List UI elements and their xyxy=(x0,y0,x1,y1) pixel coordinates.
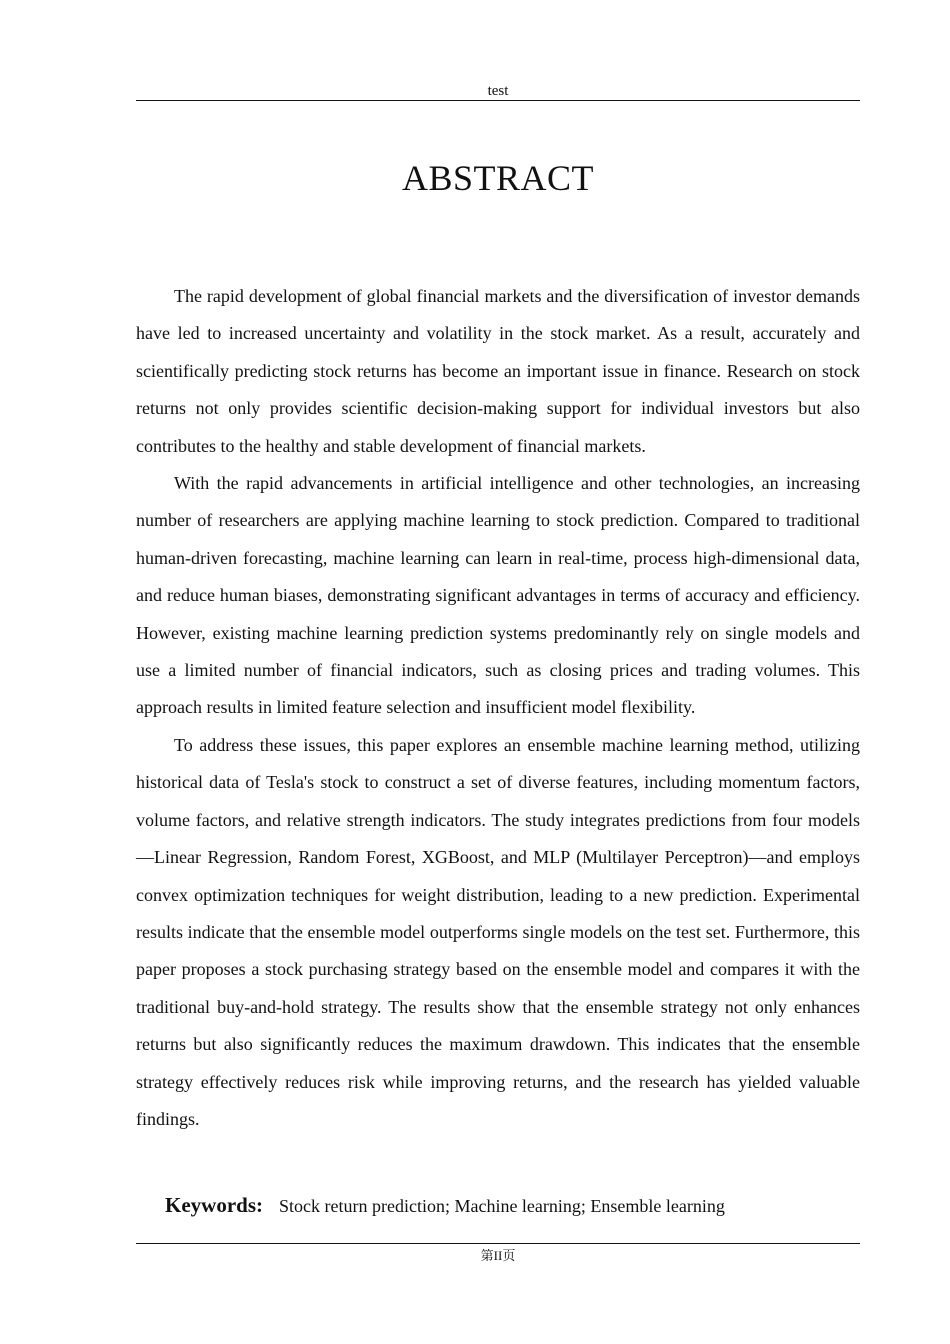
abstract-paragraph-2: With the rapid advancements in artificial intelligence and other technologies, an increasing number of researchers are applying machine learning to stock prediction. Compared to traditional human-driven forecasting, machine learning can learn in real-time, process high-dimensional data, and reduce human biases, demonstrating significant advantages in terms of accuracy and efficiency. However, existing machine learning prediction systems predominantly rely on single models and use a limited number of financial indicators, such as closing prices and trading volumes. This approach results in limited feature selection and insufficient model flexibility. xyxy=(136,473,860,718)
footer-rule xyxy=(136,1243,860,1244)
abstract-paragraph-3: To address these issues, this paper explores an ensemble machine learning method, utilizing historical data of Tesla's stock to construct a set of diverse features, including momentum factors, volume factors, and relative strength indicators. The study integrates predictions from four models—Linear Regression, Random Forest, XGBoost, and MLP (Multilayer Perceptron)—and employs convex optimization techniques for weight distribution, leading to a new prediction. Experimental results indicate that the ensemble model outperforms single models on the test set. Furthermore, this paper proposes a stock purchasing strategy based on the ensemble model and compares it with the traditional buy-and-hold strategy. The results show that the ensemble strategy not only enhances returns but also significantly reduces the maximum drawdown. This indicates that the ensemble strategy effectively reduces risk while improving returns, and the research has yielded valuable findings. xyxy=(136,734,860,1129)
running-header: test xyxy=(487,83,509,99)
page-title: ABSTRACT xyxy=(401,158,595,198)
abstract-body xyxy=(136,278,860,1138)
keywords-value: Stock return prediction; Machine learning; Ensemble learning xyxy=(279,1196,725,1216)
header-rule xyxy=(136,100,860,101)
abstract-paragraph-1: The rapid development of global financial markets and the diversification of investor demands have led to increased uncertainty and volatility in the stock market. As a result, accurately and scientifically predicting stock returns has become an important issue in finance. Research on stock returns not only provides scientific decision-making support for individual investors but also contributes to the healthy and stable development of financial markets. xyxy=(136,286,860,456)
keywords-label: Keywords: xyxy=(165,1193,263,1217)
keywords-line xyxy=(165,1190,855,1221)
page-number: 第II页 xyxy=(480,1248,516,1263)
